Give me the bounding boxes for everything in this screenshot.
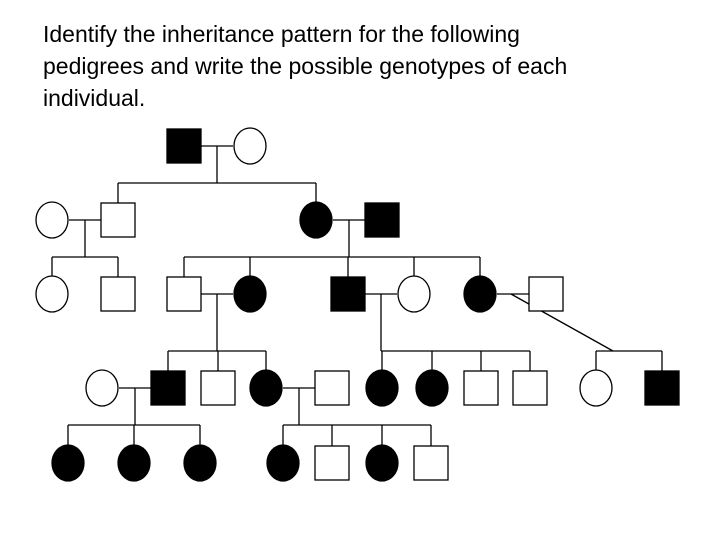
affected-male-III-5 xyxy=(331,277,365,311)
unaffected-male-V-5 xyxy=(315,446,349,480)
unaffected-male-III-2 xyxy=(101,277,135,311)
question-line-3: individual. xyxy=(43,85,146,111)
affected-female-V-4 xyxy=(267,445,299,481)
unaffected-male-IV-3 xyxy=(201,371,235,405)
affected-female-IV-7 xyxy=(416,370,448,406)
affected-female-III-4 xyxy=(234,276,266,312)
unaffected-male-II-2 xyxy=(101,203,135,237)
affected-female-V-1 xyxy=(52,445,84,481)
affected-female-III-7 xyxy=(464,276,496,312)
unaffected-male-III-3 xyxy=(167,277,201,311)
unaffected-female-I-2 xyxy=(234,128,266,164)
affected-female-V-6 xyxy=(366,445,398,481)
affected-male-IV-11 xyxy=(645,371,679,405)
affected-female-V-3 xyxy=(184,445,216,481)
unaffected-male-IV-5 xyxy=(315,371,349,405)
question-line-1: Identify the inheritance pattern for the following xyxy=(43,21,520,47)
unaffected-female-II-1 xyxy=(36,202,68,238)
affected-male-II-4 xyxy=(365,203,399,237)
unaffected-female-IV-10 xyxy=(580,370,612,406)
affected-female-IV-4 xyxy=(250,370,282,406)
affected-female-V-2 xyxy=(118,445,150,481)
pedigree-symbols xyxy=(36,128,679,481)
unaffected-female-IV-1 xyxy=(86,370,118,406)
unaffected-male-IV-8 xyxy=(464,371,498,405)
affected-male-I-1 xyxy=(167,129,201,163)
unaffected-female-III-6 xyxy=(398,276,430,312)
affected-male-IV-2 xyxy=(151,371,185,405)
unaffected-male-III-8 xyxy=(529,277,563,311)
unaffected-male-IV-9 xyxy=(513,371,547,405)
affected-female-IV-6 xyxy=(366,370,398,406)
affected-female-II-3 xyxy=(300,202,332,238)
unaffected-female-III-1 xyxy=(36,276,68,312)
question-line-2: pedigrees and write the possible genotypes of each xyxy=(43,53,568,79)
unaffected-male-V-7 xyxy=(414,446,448,480)
